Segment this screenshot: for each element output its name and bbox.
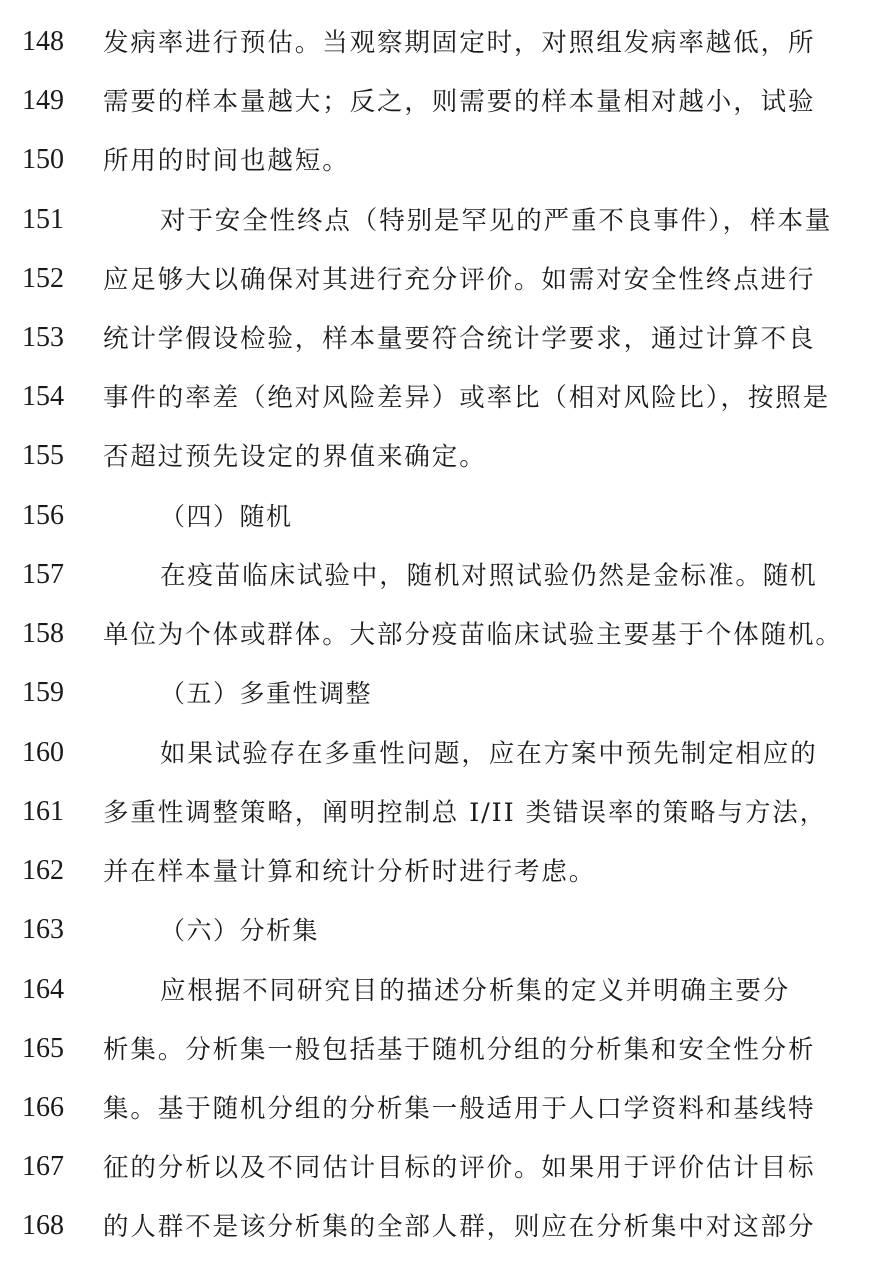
line-number: 154 (22, 381, 64, 412)
line-text: 的人群不是该分析集的全部人群，则应在分析集中对这部分 (103, 1212, 816, 1242)
line-153 (0, 318, 877, 377)
line-150 (0, 140, 877, 199)
line-162 (0, 851, 877, 910)
line-156 (0, 496, 877, 555)
line-number: 168 (22, 1210, 64, 1241)
line-text: 应根据不同研究目的描述分析集的定义并明确主要分 (160, 976, 791, 1006)
section-heading: （五）多重性调整 (160, 679, 373, 708)
line-154 (0, 377, 877, 436)
line-number: 152 (22, 263, 64, 294)
line-number: 167 (22, 1151, 64, 1182)
line-text: 发病率进行预估。当观察期固定时，对照组发病率越低，所 (103, 28, 816, 58)
line-number: 149 (22, 85, 64, 116)
line-text: 应足够大以确保对其进行充分评价。如需对安全性终点进行 (103, 265, 816, 295)
line-number: 156 (22, 500, 64, 531)
line-165 (0, 1029, 877, 1088)
line-number: 158 (22, 618, 64, 649)
line-number: 148 (22, 26, 64, 57)
line-text: 否超过预先设定的界值来确定。 (103, 442, 487, 472)
line-149 (0, 81, 877, 140)
line-text: 单位为个体或群体。大部分疫苗临床试验主要基于个体随机。 (103, 620, 843, 650)
line-text: 多重性调整策略，阐明控制总 I/II 类错误率的策略与方法， (103, 798, 828, 828)
line-159 (0, 673, 877, 732)
line-text: 对于安全性终点（特别是罕见的严重不良事件），样本量 (160, 206, 833, 236)
line-text: 所用的时间也越短。 (103, 146, 350, 176)
line-number: 151 (22, 204, 64, 235)
line-148 (0, 22, 877, 81)
line-number: 150 (22, 144, 64, 175)
line-158 (0, 614, 877, 673)
line-number: 161 (22, 796, 64, 827)
line-number: 157 (22, 559, 64, 590)
line-160 (0, 733, 877, 792)
line-166 (0, 1088, 877, 1147)
line-168 (0, 1206, 877, 1265)
line-text: 集。基于随机分组的分析集一般适用于人口学资料和基线特 (103, 1094, 816, 1124)
line-text: 征的分析以及不同估计目标的评价。如果用于评价估计目标 (103, 1153, 816, 1183)
line-text: 并在样本量计算和统计分析时进行考虑。 (103, 857, 597, 887)
line-number: 162 (22, 855, 64, 886)
line-number: 155 (22, 440, 64, 471)
line-164 (0, 970, 877, 1029)
line-number: 159 (22, 677, 64, 708)
section-heading: （四）随机 (160, 502, 293, 531)
line-text: 需要的样本量越大；反之，则需要的样本量相对越小，试验 (103, 87, 816, 117)
line-text: 如果试验存在多重性问题，应在方案中预先制定相应的 (160, 739, 818, 769)
line-163 (0, 910, 877, 969)
line-number: 164 (22, 974, 64, 1005)
line-152 (0, 259, 877, 318)
line-number: 153 (22, 322, 64, 353)
line-text: 在疫苗临床试验中，随机对照试验仍然是金标准。随机 (160, 561, 818, 591)
line-157 (0, 555, 877, 614)
line-number: 160 (22, 737, 64, 768)
line-155 (0, 436, 877, 495)
line-text: 析集。分析集一般包括基于随机分组的分析集和安全性分析 (103, 1035, 816, 1065)
line-167 (0, 1147, 877, 1206)
line-161 (0, 792, 877, 851)
line-number: 163 (22, 914, 64, 945)
line-number: 165 (22, 1033, 64, 1064)
line-number: 166 (22, 1092, 64, 1123)
line-text: 统计学假设检验，样本量要符合统计学要求，通过计算不良 (103, 324, 816, 354)
section-heading: （六）分析集 (160, 916, 320, 945)
line-text: 事件的率差（绝对风险差异）或率比（相对风险比），按照是 (103, 383, 831, 413)
line-151 (0, 200, 877, 259)
